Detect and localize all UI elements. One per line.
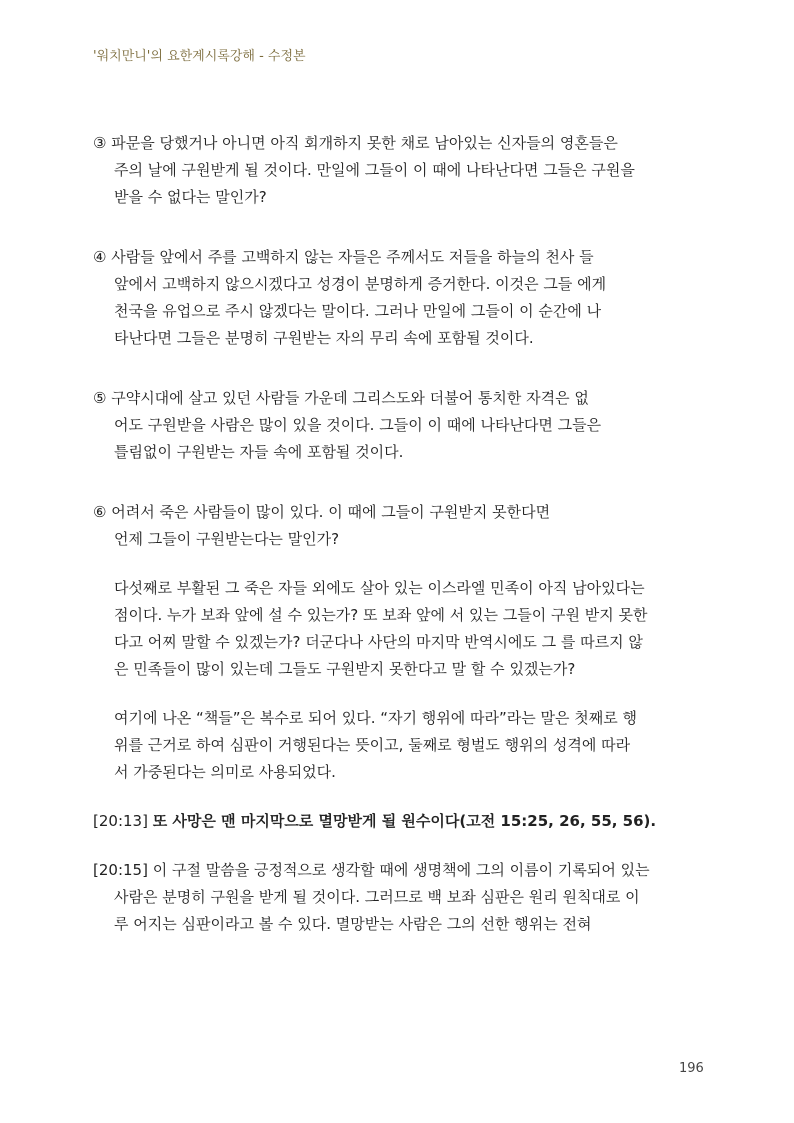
verse-reference: [20:13] <box>93 812 148 830</box>
text-line: 타난다면 그들은 분명히 구원받는 자의 무리 속에 포함될 것이다. <box>114 329 534 347</box>
text-line: 사람은 분명히 구원을 받게 될 것이다. 그러므로 백 보좌 심판은 원리 원칙대로 이 <box>114 888 640 906</box>
text-line: 은 민족들이 많이 있는데 그들도 구원받지 못한다고 말 할 수 있겠는가? <box>114 660 576 678</box>
paragraph-books <box>93 705 705 786</box>
text-line: ⑤ 구약시대에 살고 있던 사람들 가운데 그리스도와 더불어 통치한 자격은 없 <box>93 389 589 407</box>
text-line: 천국을 유업으로 주시 않겠다는 말이다. 그러나 만일에 그들이 이 순간에 나 <box>114 302 602 320</box>
text-line: 어도 구원받을 사람은 많이 있을 것이다. 그들이 이 때에 나타난다면 그들은 <box>114 416 602 434</box>
text-line: 틀림없이 구원받는 자들 속에 포함될 것이다. <box>114 443 404 461</box>
verse-text: 또 사망은 맨 마지막으로 멸망받게 될 원수이다(고전 15:25, 26, 55, 56). <box>152 812 657 830</box>
paragraph-point-5 <box>93 385 705 466</box>
paragraph-point-6 <box>93 499 705 553</box>
text-line: 점이다. 누가 보좌 앞에 설 수 있는가? 또 보좌 앞에 서 있는 그들이 구원 받지 못한 <box>114 606 648 624</box>
verse-20-13 <box>93 808 705 835</box>
text-line: 루 어지는 심판이라고 볼 수 있다. 멸망받는 사람은 그의 선한 행위는 전혀 <box>114 915 592 933</box>
text-line: 여기에 나온 “책들”은 복수로 되어 있다. “자기 행위에 따라”라는 말은 첫째로 행 <box>114 709 638 727</box>
text-line: ⑥ 어려서 죽은 사람들이 많이 있다. 이 때에 그들이 구원받지 못한다면 <box>93 503 551 521</box>
verse-commentary: 이 구절 말씀을 긍정적으로 생각할 때에 생명책에 그의 이름이 기록되어 있는 <box>152 861 650 879</box>
text-line: 받을 수 없다는 말인가? <box>114 188 267 206</box>
text-line: 앞에서 고백하지 않으시겠다고 성경이 분명하게 증거한다. 이것은 그들 에게 <box>114 275 607 293</box>
text-line: ③ 파문을 당했거나 아니면 아직 회개하지 못한 채로 남아있는 신자들의 영혼들은 <box>93 134 618 152</box>
text-line: 언제 그들이 구원받는다는 말인가? <box>114 530 340 548</box>
text-line: 서 가중된다는 의미로 사용되었다. <box>114 763 336 781</box>
verse-20-15 <box>93 857 705 938</box>
text-line: 다섯째로 부활된 그 죽은 자들 외에도 살아 있는 이스라엘 민족이 아직 남아있다는 <box>114 579 645 597</box>
text-line: 다고 어찌 말할 수 있겠는가? 더군다나 사단의 마지막 반역시에도 그 를 따르지 않 <box>114 633 643 651</box>
paragraph-fifth-point <box>93 575 705 683</box>
running-header: '워치만니'의 요한계시록강해 - 수정본 <box>93 49 306 64</box>
text-line: ④ 사람들 앞에서 주를 고백하지 않는 자들은 주께서도 저들을 하늘의 천사 들 <box>93 248 594 266</box>
verse-reference: [20:15] <box>93 861 148 879</box>
text-line: 위를 근거로 하여 심판이 거행된다는 뜻이고, 둘째로 형벌도 행위의 성격에 따라 <box>114 736 631 754</box>
paragraph-point-4 <box>93 244 705 352</box>
page-number: 196 <box>679 1061 704 1076</box>
page-body <box>93 130 705 938</box>
text-line: 주의 날에 구원받게 될 것이다. 만일에 그들이 이 때에 나타난다면 그들은 구원을 <box>114 161 635 179</box>
paragraph-point-3 <box>93 130 705 211</box>
